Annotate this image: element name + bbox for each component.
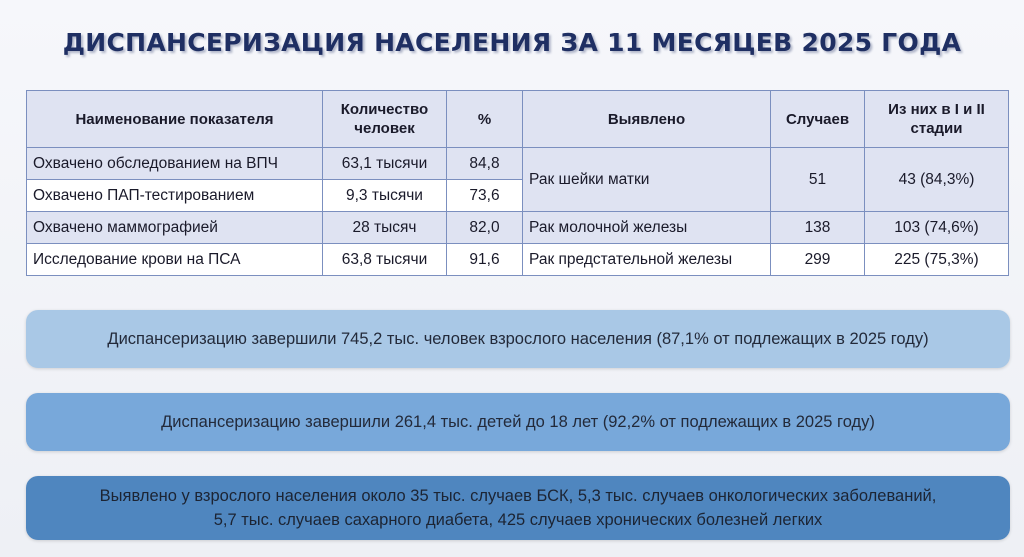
cell-percent: 73,6 bbox=[447, 180, 523, 212]
cell-percent: 84,8 bbox=[447, 148, 523, 180]
findings-text-line2: 5,7 тыс. случаев сахарного диабета, 425 случаев хронических болезней легких bbox=[213, 511, 823, 529]
adults-summary-text: Диспансеризацию завершили 745,2 тыс. человек взрослого населения (87,1% от подлежащих в 2025 году) bbox=[107, 330, 929, 348]
cell-stage: 103 (74,6%) bbox=[865, 212, 1009, 244]
table-row bbox=[27, 212, 1009, 244]
header-indicator: Наименование показателя bbox=[27, 91, 323, 148]
cell-detected: Рак предстательной железы bbox=[523, 244, 771, 276]
header-stage: Из них в I и II стадии bbox=[865, 91, 1009, 148]
header-count: Количество человек bbox=[323, 91, 447, 148]
cell-detected: Рак молочной железы bbox=[523, 212, 771, 244]
children-summary-banner bbox=[26, 393, 1010, 451]
cell-count: 63,1 тысячи bbox=[323, 148, 447, 180]
table-row bbox=[27, 148, 1009, 180]
cell-detected: Рак шейки матки bbox=[523, 148, 771, 212]
header-cases: Случаев bbox=[771, 91, 865, 148]
cell-count: 28 тысяч bbox=[323, 212, 447, 244]
cell-count: 63,8 тысячи bbox=[323, 244, 447, 276]
cell-indicator: Охвачено ПАП-тестированием bbox=[27, 180, 323, 212]
cell-indicator: Охвачено маммографией bbox=[27, 212, 323, 244]
cell-indicator: Исследование крови на ПСА bbox=[27, 244, 323, 276]
header-percent: % bbox=[447, 91, 523, 148]
findings-text-line1: Выявлено у взрослого населения около 35 тыс. случаев БСК, 5,3 тыс. случаев онкологических заболеваний, bbox=[99, 487, 937, 505]
header-detected: Выявлено bbox=[523, 91, 771, 148]
cell-stage: 43 (84,3%) bbox=[865, 148, 1009, 212]
cell-count: 9,3 тысячи bbox=[323, 180, 447, 212]
screening-table bbox=[26, 90, 1009, 276]
cell-percent: 82,0 bbox=[447, 212, 523, 244]
cell-stage: 225 (75,3%) bbox=[865, 244, 1009, 276]
cell-indicator: Охвачено обследованием на ВПЧ bbox=[27, 148, 323, 180]
cell-cases: 138 bbox=[771, 212, 865, 244]
cell-cases: 299 bbox=[771, 244, 865, 276]
table-header-row bbox=[27, 91, 1009, 148]
cell-cases: 51 bbox=[771, 148, 865, 212]
findings-summary-banner bbox=[26, 476, 1010, 540]
cell-percent: 91,6 bbox=[447, 244, 523, 276]
table-row bbox=[27, 244, 1009, 276]
page-title: ДИСПАНСЕРИЗАЦИЯ НАСЕЛЕНИЯ ЗА 11 МЕСЯЦЕВ 2025 ГОДА bbox=[62, 28, 962, 57]
children-summary-text: Диспансеризацию завершили 261,4 тыс. детей до 18 лет (92,2% от подлежащих в 2025 году) bbox=[161, 413, 875, 431]
adults-summary-banner bbox=[26, 310, 1010, 368]
